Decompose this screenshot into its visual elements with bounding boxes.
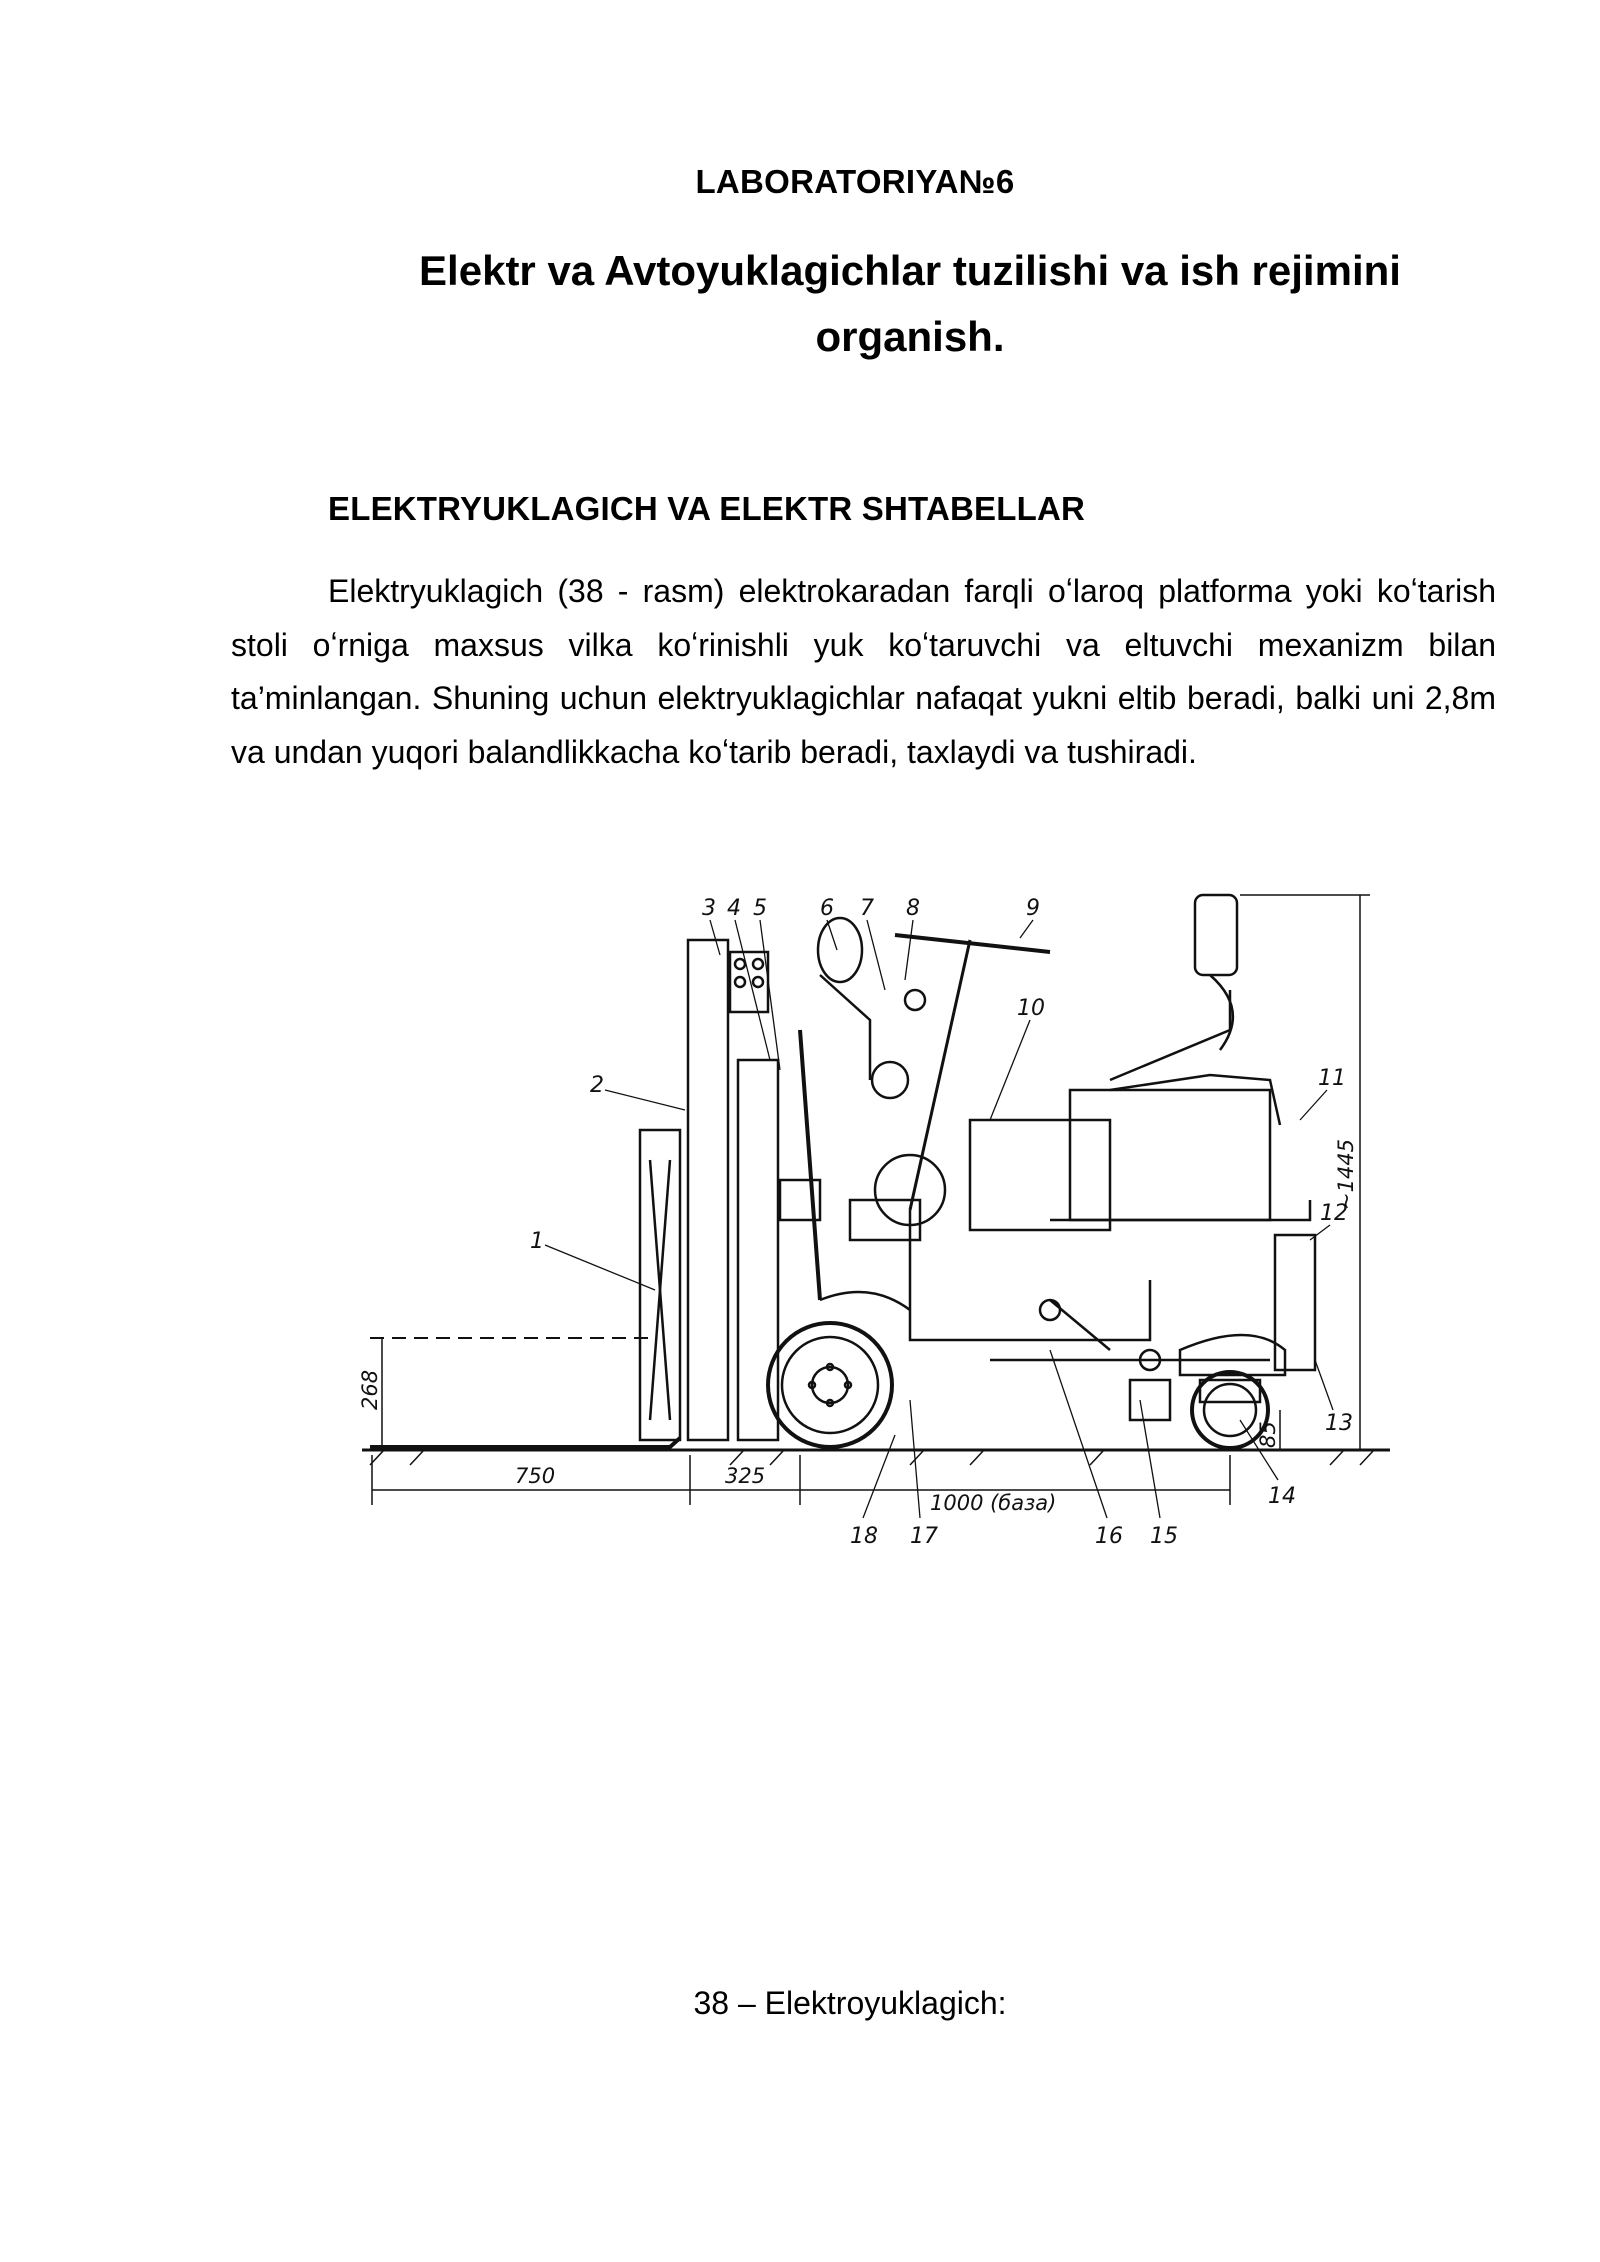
part-label-5: 5: [753, 896, 767, 921]
part-label-4: 4: [727, 896, 741, 921]
dim-fork-height: 268: [358, 1369, 382, 1410]
section-heading: ELEKTRYUKLAGICH VA ELEKTR SHTABELLAR: [328, 490, 1086, 527]
main-title-line1: Elektr va Avtoyuklagichlar tuzilishi va ish rejimini: [419, 247, 1401, 294]
part-label-15: 15: [1150, 1524, 1178, 1549]
dim-fork-length: 750: [515, 1464, 556, 1488]
part-label-13: 13: [1325, 1411, 1353, 1436]
lab-title: LABORATORIYA№6: [695, 163, 1015, 200]
part-label-2: 2: [590, 1073, 604, 1098]
dim-overall-height: ~1445: [1334, 1138, 1358, 1210]
figure-caption: 38 – Elektroyuklagich:: [693, 1985, 1007, 2021]
forklift-figure: [350, 880, 1410, 1560]
part-label-1: 1: [530, 1229, 544, 1254]
dim-ground-clearance: 85: [1256, 1421, 1280, 1448]
part-label-17: 17: [910, 1524, 938, 1549]
part-label-16: 16: [1095, 1524, 1123, 1549]
body-paragraph: Elektryuklagich (38 - rasm) elektrokaradan farqli oʻlaroq platforma yoki koʻtarish stoli oʻrniga maxsus vilka koʻrinishli yuk koʻtaruvchi va eltuvchi mexanizm bilan ta’minlangan. Shuning uchun elektryuklagichlar nafaqat yukni eltib beradi, balki uni 2,8m va undan yuqori balandlikkacha koʻtarib beradi, taxlaydi va tushiradi.: [231, 573, 1496, 770]
part-label-14: 14: [1268, 1484, 1296, 1509]
main-title: [380, 238, 1440, 370]
dim-wheelbase: 1000 (база): [930, 1491, 1057, 1515]
main-title-line2: organish.: [815, 313, 1005, 360]
part-label-10: 10: [1017, 996, 1045, 1021]
part-label-9: 9: [1026, 896, 1040, 921]
part-label-3: 3: [702, 896, 716, 921]
part-label-12: 12: [1320, 1201, 1348, 1226]
part-label-18: 18: [850, 1524, 878, 1549]
part-label-7: 7: [860, 896, 874, 921]
part-label-8: 8: [906, 896, 920, 921]
forklift-drawing: [350, 880, 1410, 1560]
part-label-11: 11: [1318, 1066, 1346, 1091]
part-label-6: 6: [820, 896, 834, 921]
dim-front-overhang: 325: [725, 1464, 766, 1488]
